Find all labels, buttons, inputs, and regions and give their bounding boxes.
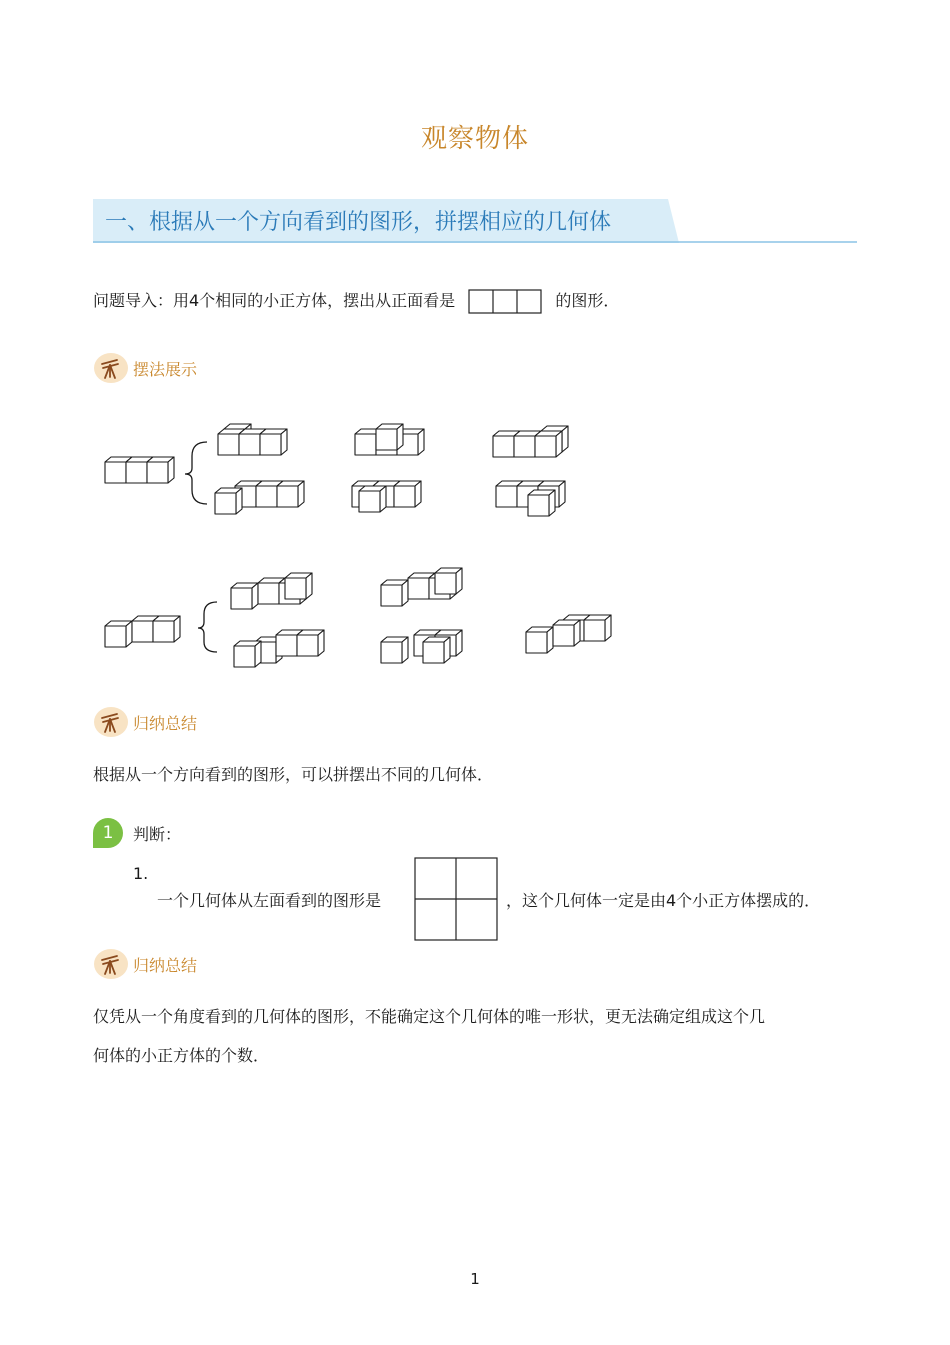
intro-text-before: 问题导入：用4个相同的小正方体，摆出从正面看是 bbox=[93, 291, 456, 310]
cube-arrangements-figure bbox=[95, 410, 635, 680]
intro-text-after: 的图形． bbox=[555, 291, 620, 310]
intro-line bbox=[93, 288, 619, 314]
tag-summary-2 bbox=[93, 948, 197, 980]
telescope-icon bbox=[93, 706, 129, 738]
page-number: 1 bbox=[470, 1270, 480, 1288]
tag-summary-2-label: 归纳总结 bbox=[133, 955, 198, 975]
three-square-front-view bbox=[468, 289, 542, 314]
left-view-grid bbox=[414, 857, 498, 941]
summary-1-text: 根据从一个方向看到的图形，可以拼摆出不同的几何体． bbox=[93, 765, 494, 784]
exercise-label: 判断： bbox=[133, 824, 182, 844]
tag-method bbox=[93, 352, 197, 384]
exercise-item-number: 1. bbox=[133, 864, 149, 883]
section-heading-bar bbox=[93, 199, 857, 243]
section-heading: 一、根据从一个方向看到的图形，拼摆相应的几何体 bbox=[105, 210, 612, 235]
tag-summary-1 bbox=[93, 706, 197, 738]
tag-method-label: 摆法展示 bbox=[133, 359, 198, 379]
exercise-header bbox=[93, 818, 181, 848]
summary-2-line-1: 仅凭从一个角度看到的几何体的图形，不能确定这个几何体的唯一形状，更无法确定组成这个几 bbox=[93, 1007, 766, 1026]
telescope-icon bbox=[93, 948, 129, 980]
page-title: 观察物体 bbox=[420, 124, 529, 154]
tag-summary-1-label: 归纳总结 bbox=[133, 713, 198, 733]
summary-2-line-2: 何体的小正方体的个数． bbox=[93, 1046, 270, 1065]
brace-icon bbox=[185, 442, 217, 652]
telescope-icon bbox=[93, 352, 129, 384]
exercise-number-badge: 1 bbox=[93, 818, 123, 848]
exercise-item-text-after: ，这个几何体一定是由4个小正方体摆成的． bbox=[506, 891, 821, 910]
exercise-item-text-before: 一个几何体从左面看到的图形是 bbox=[157, 891, 382, 910]
